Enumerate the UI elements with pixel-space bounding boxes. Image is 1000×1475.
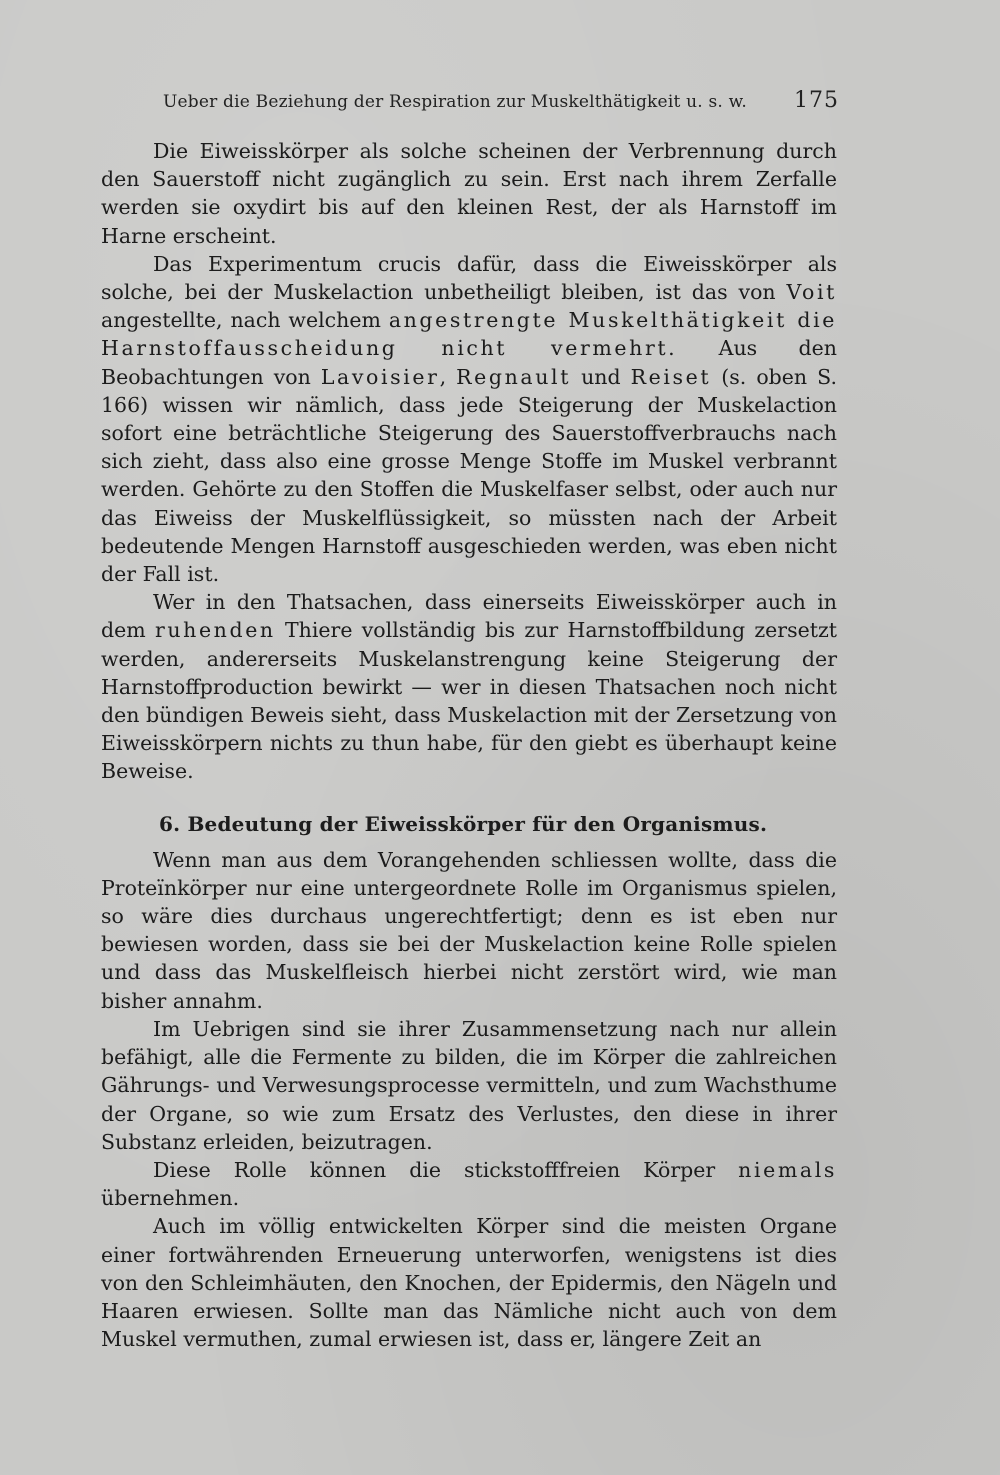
paragraph-text: übernehmen. (101, 1186, 240, 1211)
author-name: Reiset (630, 364, 712, 389)
emphasized-text: ruhenden (154, 618, 276, 643)
paragraph (101, 250, 837, 588)
running-head (163, 88, 839, 118)
body-text (101, 137, 837, 1353)
paragraph-text: Diese Rolle können die stickstofffreien Körper (153, 1157, 739, 1182)
paragraph (101, 137, 837, 250)
paragraph (101, 588, 837, 785)
paragraph-text: Aus den Beobachtungen von (101, 336, 837, 389)
section-heading: 6. Bedeutung der Eiweisskörper für den Organismus. (159, 811, 768, 836)
paragraph-text: Im Uebrigen sind sie ihrer Zusammensetzung nach nur allein befähigt, alle die Fermente zu bilden, die im Körper die zahlreichen Gährungs- und Verwesungsprocesse vermitteln, und zum Wachsthume der Organe, so wie zum Ersatz des Verlustes, den diese in ihrer Substanz erleiden, beizutragen. (101, 1016, 837, 1154)
paragraph-text: angestellte, nach welchem (101, 308, 389, 333)
page-number: 175 (794, 88, 839, 113)
paragraph-text: Thiere vollständig bis zur Harnstoffbildung zersetzt werden, andererseits Muskelanstrengung keine Steigerung der Harnstoffproduction bewirkt — wer in diesen Thatsachen noch nicht den bündigen Beweis sieht, dass Muskelaction mit der Zersetzung von Eiweisskörpern nichts zu thun habe, für den giebt es überhaupt keine Beweise. (101, 618, 837, 784)
paragraph-text: Die Eiweisskörper als solche scheinen der Verbrennung durch den Sauerstoff nicht zugänglich zu sein. Erst nach ihrem Zerfalle werden sie oxydirt bis auf den kleinen Rest, der als Harnstoff im Harne erscheint. (101, 139, 837, 248)
paragraph-text: Wenn man aus dem Vorangehenden schliessen wollte, dass die Proteïnkörper nur eine untergeordnete Rolle im Organismus spielen, so wäre dies durchaus ungerechtfertigt; denn es ist eben nur bewiesen worden, dass sie bei der Muskelaction keine Rolle spielen und dass das Muskelfleisch hierbei nicht zerstört wird, wie man bisher annahm. (101, 847, 837, 1013)
paragraph-text: , (439, 364, 457, 389)
paragraph (101, 1156, 837, 1212)
running-head-title: Ueber die Beziehung der Respiration zur Muskelthätigkeit u. s. w. (163, 92, 747, 112)
emphasized-text: niemals (738, 1157, 837, 1182)
author-name: Lavoisier (320, 364, 440, 389)
paragraph-text: (s. oben S. 166) wissen wir nämlich, dass jede Steigerung der Muskelaction sofort eine beträchtliche Steigerung des Sauerstoffverbrauchs nach sich zieht, dass also eine grosse Menge Stoffe im Muskel verbrannt werden. Gehörte zu den Stoffen die Muskelfaser selbst, oder auch nur das Eiweiss der Muskelflüssigkeit, so müssten nach der Arbeit bedeutende Mengen Harnstoff ausgeschieden werden, was eben nicht der Fall ist. (101, 364, 837, 587)
emphasized-text: angestrengte Muskelthätigkeit die Harnstoffausscheidung nicht vermehrt. (101, 308, 837, 361)
paragraph (101, 1212, 837, 1353)
paragraph-text: Wer in den Thatsachen, dass einerseits Eiweisskörper auch in dem (101, 590, 837, 643)
paragraph (101, 846, 837, 1015)
author-name: Regnault (456, 364, 572, 389)
paragraph-text: Das Experimentum crucis dafür, dass die Eiweisskörper als solche, bei der Muskelaction unbetheiligt bleiben, ist das von (101, 251, 837, 305)
paragraph-text: und (571, 364, 631, 389)
author-name: Voit (786, 280, 837, 305)
paragraph-text: Auch im völlig entwickelten Körper sind die meisten Organe einer fortwährenden Erneuerung unterworfen, wenigstens ist dies von den Schleimhäuten, den Knochen, der Epidermis, den Nägeln und Haaren erwiesen. Sollte man das Nämliche nicht auch von dem Muskel vermuthen, zumal erwiesen ist, dass er, längere Zeit an (101, 1214, 837, 1352)
paragraph (101, 1015, 837, 1156)
